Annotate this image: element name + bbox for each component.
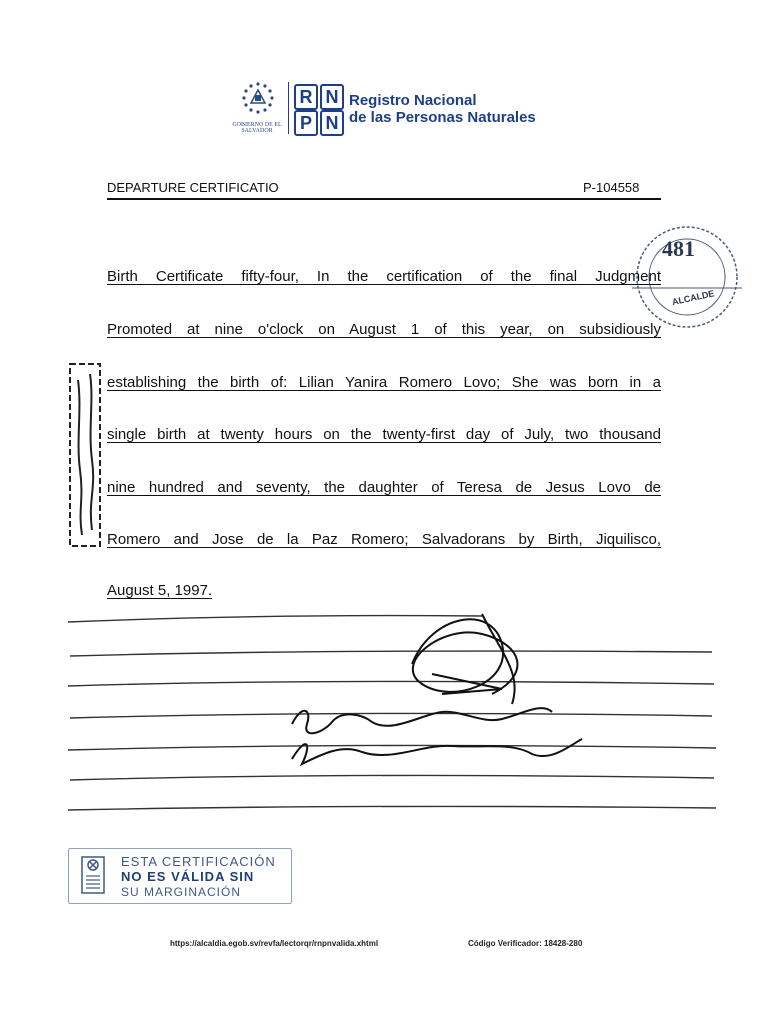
verification-url[interactable]: https://alcaldia.egob.sv/revfa/lectorqr/rnpnvalida.xhtml (170, 939, 379, 948)
body-line: establishing the birth of: Lilian Yanira Romero Lovo; She was born in a (107, 374, 661, 391)
rnpn-name-line1: Registro Nacional (349, 92, 477, 109)
rnpn-letter: N (320, 110, 344, 136)
rnpn-letter: N (320, 84, 344, 110)
document-title: DEPARTURE CERTIFICATIO (107, 180, 279, 195)
marginal-annotation-stamp (64, 360, 104, 550)
rnpn-letter: R (294, 84, 318, 110)
notice-line3: SU MARGINACIÓN (121, 885, 242, 899)
body-line-last: August 5, 1997. (107, 582, 213, 599)
body-line: Promoted at nine o'clock on August 1 of this year, on subsidiously (107, 321, 661, 338)
notice-line1: ESTA CERTIFICACIÓN (121, 854, 276, 869)
government-caption: GOBIERNO DE EL SALVADOR (232, 122, 282, 134)
rnpn-name (349, 92, 536, 126)
stamp-number: 481 (662, 236, 695, 261)
body-line: single birth at twenty hours on the twenty-first day of July, two thousand (107, 426, 661, 443)
notice-line2: NO ES VÁLIDA SIN (121, 869, 255, 884)
body-line: nine hundred and seventy, the daughter of Teresa de Jesus Lovo de (107, 479, 661, 496)
body-line: Birth Certificate fifty-four, In the certification of the final Judgment (107, 268, 661, 285)
rnpn-letter: P (294, 110, 318, 136)
document-icon (80, 855, 106, 895)
handwritten-signature (62, 594, 722, 824)
verification-code: Código Verificador: 18428-280 (468, 939, 583, 948)
rnpn-logo (294, 84, 342, 134)
validity-notice (68, 848, 292, 904)
stamp-label: ALCALDE (671, 288, 716, 308)
title-divider (107, 198, 661, 200)
body-line: Romero and Jose de la Paz Romero; Salvadorans by Birth, Jiquilisco, (107, 531, 661, 548)
rnpn-name-line2: de las Personas Naturales (349, 109, 536, 126)
logo-divider (288, 82, 289, 134)
document-number: P-104558 (583, 180, 640, 195)
